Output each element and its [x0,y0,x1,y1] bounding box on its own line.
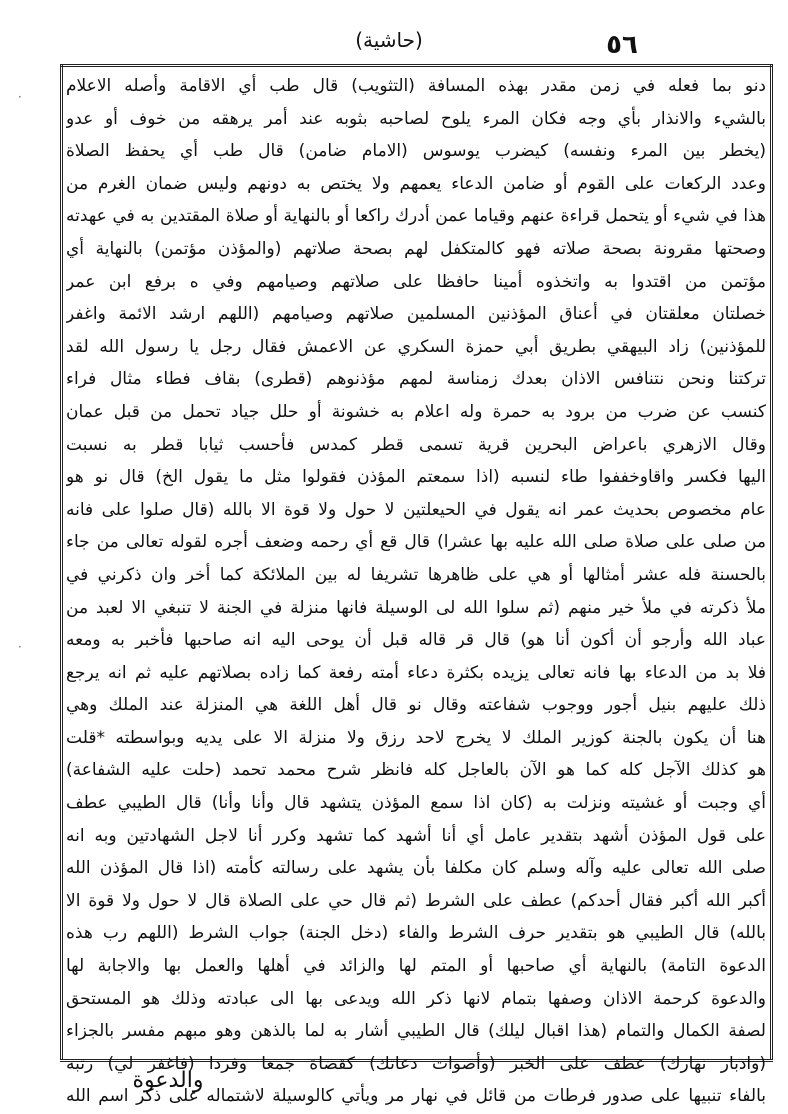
text-line: هنا أن يكون بالجنة كوزير الملك لا يخرج لاحد رزق ولا منزلة الا على يديه وبواسطته *قلت [66,727,766,748]
text-line: هو كذلك الآجل كله كما هو الآن بالعاجل كله فانظر شرح محمد تحمد (حلت عليه الشفاعة) [66,760,766,781]
text-line: للمؤذنين) زاد البيهقي بطريق أبي حمزة السكري عن الاعمش فقال رجل يا رسول الله لقد [66,336,766,357]
text-line: أي وجبت أو غشيته ونزلت به (كان اذا سمع المؤذن يتشهد قال وأنا وأنا) قال الطيبي عطف [66,793,766,814]
text-line: بالله) قال الطيبي هو بتقدير حرف الشرط والفاء (دخل الجنة) جواب الشرط (اللهم رب هذه [66,923,766,944]
frame-right-rule [770,64,773,1059]
frame-left-rule [60,64,63,1059]
margin-speck: · [18,640,22,654]
text-line: ملأ ذكرته في ملأ خير منهم (ثم سلوا الله لى الوسيلة فانها منزلة في الجنة لا تنبغي الا لعبد من [66,597,766,618]
margin-speck: · [18,90,22,104]
text-line: وقال الازهري باعراض البحرين قرية تسمى قطر كمدس فأحسب ثيابا قطر به نسبت [66,434,766,455]
frame-top-rule [60,64,773,67]
text-line: لصفة الكمال والتمام (هذا اقبال ليلك) قال الطيبي أشار به لما بالذهن وهو مبهم مفسر بالجزاء [66,1021,766,1042]
text-line: بالحسنة فله عشر أمثالها أو هي على ظاهرها تشريفا له بين الملائكة كما أخر وان ذكرني في [66,564,766,585]
text-line: صلى الله تعالى عليه وآله وسلم كان مكلفا بأن يشهد على رسالته كأمته (اذا قال المؤذن الله [66,858,766,879]
text-line: والدعوة كرحمة الاذان وصفها بتمام لانها ذكر الله ويدعى بها الى عبادته وذلك هو المستحق [66,988,766,1009]
page-header-title: (حاشية) [355,28,423,52]
text-line: أكبر الله أكبر فقال أحدكم) عطف على الشرط (ثم قال حي على الصلاة قال لا حول ولا قوة الا [66,890,766,911]
text-line: بالفاء تنبيها على صدور فرطات من قائل في نهار مر ويأتي كالوسيلة لاشتماله على ذكر اسم الله [66,1086,766,1107]
text-line: (وادبار نهارك) عطف على الخبر (وأصوات دعاتك) كقضاة جمعا وفردا (فاغفر لي) رتبه [66,1053,766,1074]
text-line: هذا في شيء أو يتحمل قراءة عنهم وقياما عمن أدرك راكعا أو بالنهاية أو صلاة المقتدين به في عهدته [66,206,766,227]
body-text [66,70,766,1113]
text-line: بالشيء والانذار بأي وجه فكان المرء يلوح لصاحبه بثوبه عند أمر يرهقه من خوف أو عدو [66,108,766,129]
text-line: خصلتان معلقتان في أعناق المؤذنين المسلمين صلاتهم وصيامهم (اللهم ارشد الائمة واغفر [66,304,766,325]
text-line: تركتنا ونحن نتنافس الاذان بعدك زمناسة لمهم مؤذنوهم (قطرى) بقاف فطاء مثال فراء [66,369,766,390]
text-line: الدعوة التامة) بالنهاية أي صاحبها أو المتم لها والزائد في أهلها والعمل بها والاجابة لها [66,956,766,977]
text-line: وعدد الركعات على القوم أو ضامن الدعاء يعمهم ولا يختص به دونهم وليس ضمان الغرم من [66,173,766,194]
text-line: عام مخصوص بحديث عمر انه يقول في الحيعلتين لا حول ولا قوة الا بالله (قال صلوا على فانه [66,499,766,520]
catchword: والدعوة [132,1068,204,1093]
text-line: عباد الله وأرجو أن أكون أنا هو) قال قر قاله قبل أن يوحى اليه انه صاحبها فأخبر به ومعه [66,630,766,651]
text-line: مؤتمن من اقتدوا به واتخذوه أمينا حافظا على صلاتهم وصيامهم وفي ه برفع ابن عمر [66,271,766,292]
text-line: وصحتها مقرونة بصحة صلاته فهو كالمتكفل لهم بصحة صلاتهم (والمؤذن مؤتمن) بالنهاية أي [66,238,766,259]
text-line: (يخطر بين المرء ونفسه) كيضرب يوسوس (الامام ضامن) قال طب أي يحفظ الصلاة [66,141,766,162]
page-number: ٥٦ [606,30,638,60]
text-line: دنو بما فعله في زمن مقدر بهذه المسافة (التثويب) قال طب أي الاقامة وأصله الاعلام [66,76,766,96]
text-line: ذلك عليهم بنيل أجور ووجوب شفاعته وقال نو قال أهل اللغة هي المنزلة عند الملك وهي [66,695,766,716]
text-line: اليها فكسر واقاوخففوا طاء لنسبه (اذا سمعتم المؤذن فقولوا مثل ما يقول الخ) قال نو هو [66,467,766,488]
text-line: كنسب عن ضرب من برود به حمرة وله اعلام به خشونة أو حلل جياد تحمل من قبل عمان [66,401,766,422]
text-line: من صلى على صلاة صلى الله عليه بها عشرا) قال قع أي رحمه وضعف أجره لقوله تعالى من جاء [66,532,766,553]
text-line: على قول المؤذن أشهد بتقدير عامل أي أنا أشهد كما تشهد وكرر أنا لاجل الشهادتين وبه انه [66,825,766,846]
text-line: فلا بد من الدعاء بها فانه تعالى يزيده بكثرة دعاء أمته رفعة كما زاده بصلاتهم عليه ثم انه يرجع [66,662,766,683]
